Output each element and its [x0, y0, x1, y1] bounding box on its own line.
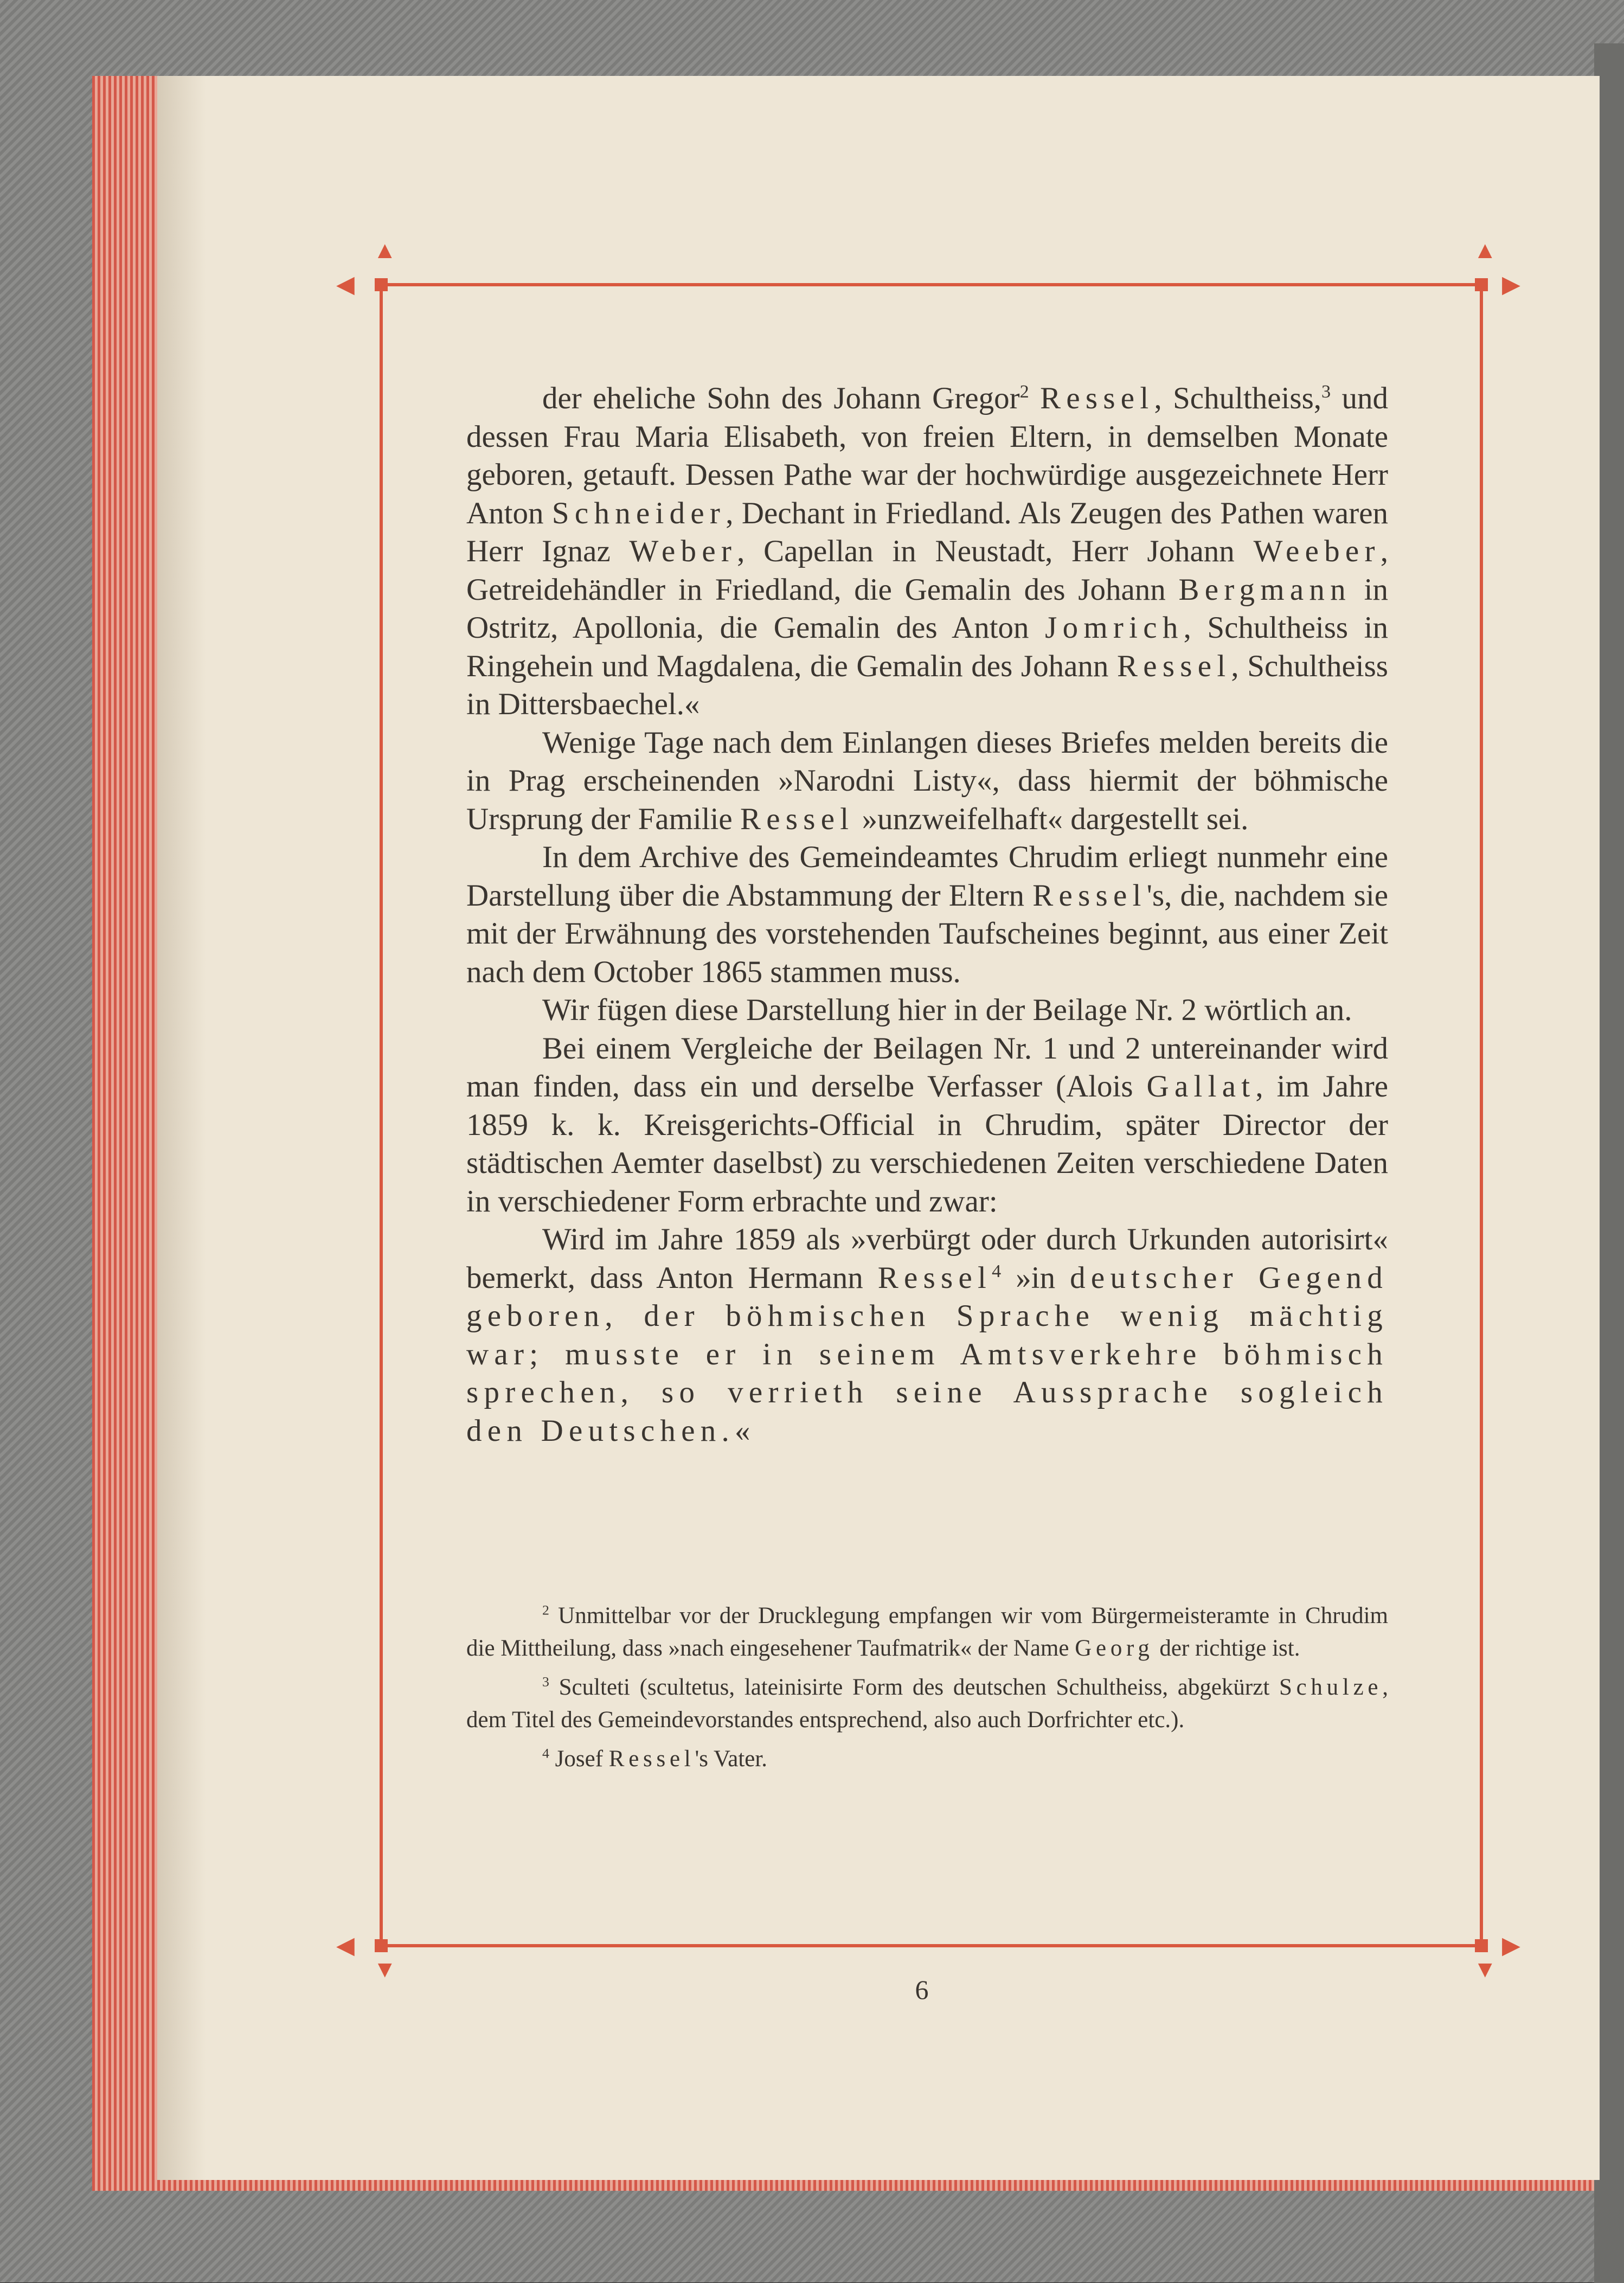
- frame-right-line: [1480, 283, 1483, 1947]
- paragraph: Bei einem Vergleiche der Beilagen Nr. 1 und 2 untereinander wird man finden, dass ein und derselbe Verfasser (Alois Gallat, im Jahre 1859 k. k. Kreisgerichts-Official in Chrudim, später Director der städtischen Aemter daselbst) zu verschiedenen Zeiten verschiedene Daten in verschiedener Form erbrachte und zwar:: [466, 1031, 1388, 1219]
- frame-corner-ornament: [375, 278, 388, 291]
- arrow-up-ornament: ▲: [373, 237, 397, 264]
- arrow-down-ornament: ▼: [373, 1956, 397, 1983]
- paragraph: Wir fügen diese Darstellung hier in der Beilage Nr. 2 wörtlich an.: [542, 993, 1352, 1027]
- paragraph: In dem Archive des Gemeindeamtes Chrudim erliegt nunmehr eine Darstellung über die Abstammung der Eltern Ressel's, die, nachdem sie mit der Erwähnung des vorstehenden Taufscheines beginnt, aus einer Zeit nach dem October 1865 stammen muss.: [466, 840, 1388, 989]
- arrow-right-ornament: ▶: [1502, 1932, 1520, 1959]
- arrow-right-ornament: ▶: [1502, 271, 1520, 298]
- arrow-down-ornament: ▼: [1473, 1956, 1497, 1983]
- footnote-ref: 2: [1019, 382, 1029, 402]
- paragraph: der eheliche Sohn des Johann Gregor$^2$ Ressel, Schultheiss,$^3$ und dessen Frau Maria Elisabeth, von freien Eltern, in demselben Monate geboren, getauft. Dessen Pathe war der hochwürdige ausgezeichnete Herr Anton Schneider, Dechant in Friedland. Als Zeugen des Pathen waren Herr Ignaz Weber, Capellan in Neustadt, Herr Johann Weeber, Getreidehändler in Friedland, die Gemalin des Johann Bergmann in Ostritz, Apollonia, die Gemalin des Anton Jomrich, Schultheiss in Ringehein und Magdalena, die Gemalin des Johann Ressel, Schultheiss in Dittersbaechel.«: [466, 381, 1388, 721]
- arrow-left-ornament: ◀: [336, 1932, 355, 1959]
- arrow-up-ornament: ▲: [1473, 237, 1497, 264]
- page-number: 6: [915, 1974, 929, 2005]
- footnote: $^3$ Sculteti (scultetus, lateinisirte Form des deutschen Schultheiss, abgekürzt Schulze, dem Titel des Gemeindevorstandes entsprechend, also auch Dorfrichter etc.).: [466, 1673, 1388, 1733]
- frame-corner-ornament: [1475, 278, 1488, 291]
- main-text: [466, 380, 1388, 1450]
- footnote: $^2$ Unmittelbar vor der Drucklegung empfangen wir vom Bürgermeisteramte in Chrudim die Mittheilung, dass »nach eingesehener Taufmatrik« der Name Georg der richtige ist.: [466, 1602, 1388, 1661]
- frame-top-line: [380, 283, 1483, 286]
- footnote: $^4$ Josef Ressel's Vater.: [542, 1745, 768, 1772]
- frame-left-line: [380, 283, 383, 1947]
- footnotes: [466, 1600, 1388, 1782]
- footnote-ref: 4: [992, 1261, 1002, 1281]
- frame-corner-ornament: [1475, 1939, 1488, 1952]
- arrow-left-ornament: ◀: [336, 271, 355, 298]
- footnote-ref: 3: [1321, 382, 1331, 402]
- frame-bottom-line: [380, 1944, 1483, 1947]
- paragraph: Wird im Jahre 1859 als »verbürgt oder durch Urkunden autorisirt« bemerkt, dass Anton Hermann Ressel$^4$ »in deutscher Gegend geboren, der böhmischen Sprache wenig mächtig war; musste er in seinem Amtsverkehre böhmisch sprechen, so verrieth seine Aussprache sogleich den Deutschen.«: [466, 1222, 1388, 1448]
- frame-corner-ornament: [375, 1939, 388, 1952]
- page-gutter-shadow: [157, 76, 206, 2180]
- paragraph: Wenige Tage nach dem Einlangen dieses Briefes melden bereits die in Prag erscheinenden »Narodni Listy«, dass hiermit der böhmische Ursprung der Familie Ressel »unzweifelhaft« dargestellt sei.: [466, 725, 1388, 836]
